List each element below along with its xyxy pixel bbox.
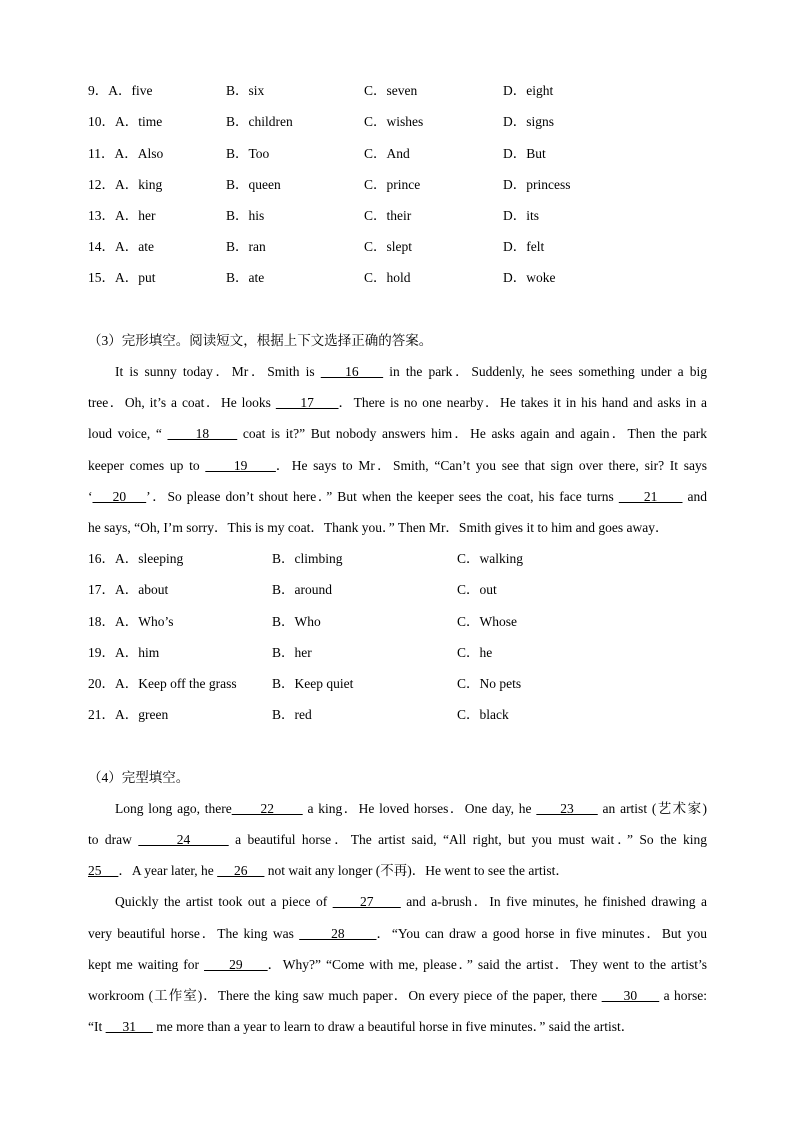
option-a: 10．A．time [88,114,163,129]
option-b: B．climbing [272,551,343,566]
blank-20: 20 [92,489,147,504]
option-c: C．their [364,208,412,223]
passage-4-line-5: very beautiful horse．The king was 28 ．“You can draw a good horse in five minutes．But you [88,926,707,941]
passage-3-line-1: It is sunny today．Mr．Smith is 16 in the park．Suddenly, he sees something under a big [115,364,708,379]
passage-4-line-3: 25 ．A year later, he 26 not wait any longer (不再)．He went to see the artist． [88,863,569,878]
option-d: D．felt [503,239,545,254]
option-a: 15．A．put [88,270,156,285]
option-c: C．black [457,707,509,722]
option-b: B．children [226,114,293,129]
option-c: C．wishes [364,114,424,129]
passage-4-line-1: Long long ago, there 22 a king．He loved horses．One day, he 23 an artist (艺术家) [115,801,708,816]
option-d: D．signs [503,114,555,129]
blank-19: 19 [205,458,276,473]
option-a: 11．A．Also [88,146,164,161]
option-c: C．he [457,645,493,660]
option-b: B．queen [226,177,281,192]
option-c: C．prince [364,177,421,192]
option-b: B．her [272,645,312,660]
passage-3-line-4: keeper comes up to 19 ．He says to Mr．Smith, “Can’t you see that sign over there, sir? It says [88,458,707,473]
blank-25: 25 [88,863,119,878]
passage-3-line-2: tree．Oh, it’s a coat．He looks 17 ．There is no one nearby．He takes it in his hand and asks in a [88,395,707,410]
option-b: B．his [226,208,265,223]
option-c: C．seven [364,83,418,98]
passage-3-line-5: ‘ 20 ’．So please don’t shout here．” But when the keeper sees the coat, his face turns 21 and [88,489,708,504]
passage-3-line-6: he says, “Oh, I’m sorry．This is my coat．Thank you．” Then Mr．Smith gives it to him and goes away． [88,520,669,535]
blank-21: 21 [618,489,683,504]
option-a: 16．A．sleeping [88,551,184,566]
option-b: B．six [226,83,265,98]
option-a: 21．A．green [88,707,169,722]
option-b: B．ate [226,270,265,285]
passage-4-line-6: kept me waiting for 29 ．Why?” “Come with me, please．” said the artist．They went to the artist’s [88,957,707,972]
blank-16: 16 [320,364,384,379]
option-a: 20．A．Keep off the grass [88,676,237,691]
blank-31: 31 [105,1019,153,1034]
section-3-title: （3）完形填空。阅读短文，根据上下文选择正确的答案。 [88,333,433,348]
option-c: C．And [364,146,410,161]
option-c: C．Whose [457,614,517,629]
passage-4-line-4: Quickly the artist took out a piece of 27 and a-brush．In five minutes, he finished drawing a [115,894,707,909]
option-d: D．eight [503,83,554,98]
option-c: C．walking [457,551,523,566]
option-b: B．ran [226,239,266,254]
blank-17: 17 [275,395,339,410]
option-d: D．But [503,146,546,161]
option-c: C．slept [364,239,413,254]
option-a: 13．A．her [88,208,156,223]
option-c: C．out [457,582,497,597]
blank-22: 22 [231,801,303,816]
option-a: 9．A．five [88,83,153,98]
option-b: B．red [272,707,312,722]
option-a: 19．A．him [88,645,160,660]
blank-18: 18 [167,426,238,441]
blank-23: 23 [536,801,598,816]
option-b: B．Keep quiet [272,676,354,691]
passage-3-line-3: loud voice, “ 18 coat is it?” But nobody answers him．He asks again and again．Then the park [88,426,707,441]
passage-4-line-2: to draw 24 a beautiful horse．The artist said, “All right, but you must wait．” So the king [88,832,707,847]
passage-4-line-8: “It 31 me more than a year to learn to draw a beautiful horse in five minutes．” said the artist． [88,1019,635,1034]
option-b: B．Who [272,614,321,629]
blank-26: 26 [217,863,265,878]
option-b: B．around [272,582,332,597]
option-a: 17．A．about [88,582,169,597]
option-d: D．princess [503,177,571,192]
option-a: 12．A．king [88,177,163,192]
blank-24: 24 [138,832,229,847]
option-a: 14．A．ate [88,239,154,254]
option-c: C．No pets [457,676,522,691]
option-b: B．Too [226,146,270,161]
blank-28: 28 [299,926,377,941]
passage-4-line-7: workroom (工作室)．There the king saw much paper．On every piece of the paper, there 30 a horse: [88,988,707,1003]
option-d: D．its [503,208,540,223]
blank-30: 30 [601,988,660,1003]
option-a: 18．A．Who’s [88,614,174,629]
option-c: C．hold [364,270,411,285]
option-d: D．woke [503,270,556,285]
section-4-title: （4）完型填空。 [88,770,190,785]
blank-27: 27 [332,894,401,909]
blank-29: 29 [204,957,268,972]
